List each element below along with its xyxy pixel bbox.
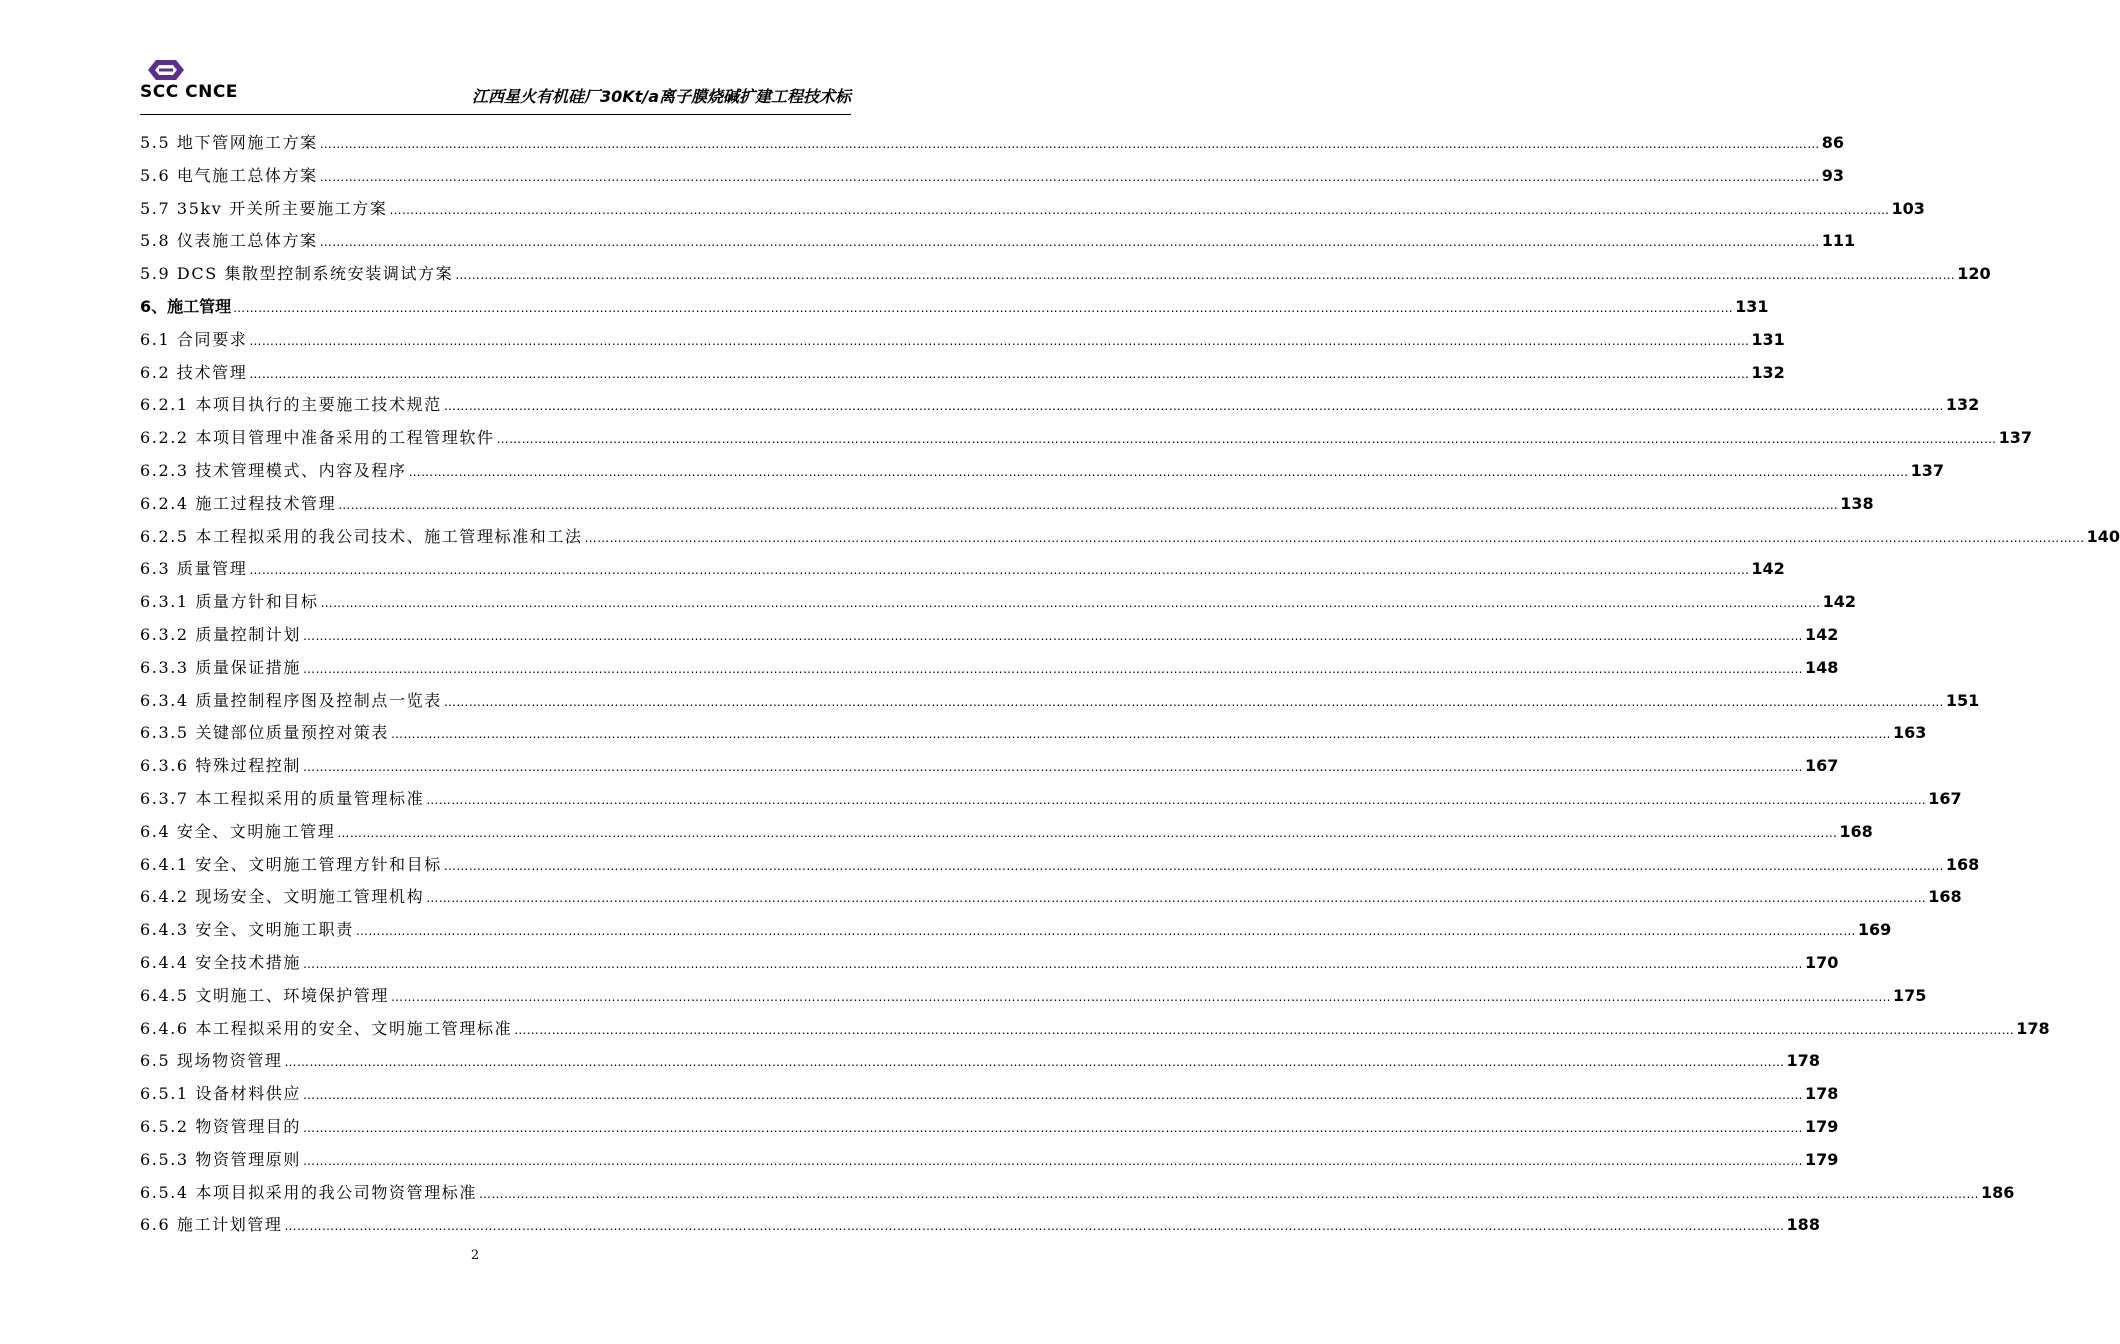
toc-page-number: 93 — [1821, 165, 1844, 185]
toc-page-number: 142 — [1805, 624, 1839, 644]
toc-dot-leader: ……………………………………………………………………………………………………………………………………………………………………………………………………………………………………………………………………………………………………………………………… — [584, 530, 2085, 545]
toc-page-number: 132 — [1945, 395, 1980, 415]
toc-page-number: 167 — [1928, 788, 1962, 808]
toc-entry[interactable] — [140, 1048, 1820, 1081]
toc-page-number: 131 — [1735, 296, 1769, 316]
company-name: SCC CNCE — [140, 82, 238, 102]
toc-entry-title: 6.4.2 现场安全、文明施工管理机构 — [140, 887, 425, 907]
toc-entry-title: 6、施工管理 — [140, 296, 232, 316]
toc-page-number: 86 — [1821, 133, 1844, 152]
toc-entry[interactable] — [140, 392, 1980, 425]
toc-entry-title: 6.4 安全、文明施工管理 — [140, 821, 336, 841]
toc-entry[interactable] — [140, 884, 1962, 917]
toc-entry[interactable] — [140, 360, 1785, 393]
toc-entry[interactable] — [140, 589, 1857, 622]
toc-entry-title: 5.9 DCS 集散型控制系统安装调试方案 — [140, 264, 454, 284]
toc-entry[interactable] — [140, 1180, 2015, 1213]
toc-entry-title: 6.2.4 施工过程技术管理 — [140, 493, 337, 513]
toc-entry[interactable] — [140, 130, 1844, 163]
toc-entry-title: 6.2.1 本项目执行的主要施工技术规范 — [140, 395, 442, 415]
toc-dot-leader: ……………………………………………………………………………………………………………………………………………………………………………………………………………………………………………………………………………………………………………………………… — [249, 563, 1750, 578]
toc-entry[interactable] — [140, 1147, 1839, 1180]
toc-entry-title: 6.4.3 安全、文明施工职责 — [140, 920, 354, 940]
toc-page-number: 178 — [2016, 1018, 2050, 1038]
toc-entry[interactable] — [140, 261, 1991, 294]
toc-entry-title: 5.7 35kv 开关所主要施工方案 — [140, 198, 388, 218]
toc-page-number: 137 — [1998, 428, 2033, 448]
toc-page-number: 188 — [1786, 1215, 1820, 1235]
toc-page-number: 170 — [1805, 952, 1839, 972]
toc-entry-title: 6.3.1 质量方针和目标 — [140, 592, 319, 612]
toc-entry[interactable] — [140, 786, 1962, 819]
toc-page-number: 151 — [1945, 690, 1980, 710]
toc-page-number: 179 — [1805, 1149, 1839, 1169]
toc-dot-leader: ……………………………………………………………………………………………………………………………………………………………………………………………………………………………………………………………………………………………………………………………… — [443, 858, 1944, 873]
toc-entry-title: 6.5.2 物资管理目的 — [140, 1116, 301, 1136]
toc-entry-title: 6.3.3 质量保证措施 — [140, 657, 301, 677]
toc-entry-title: 6.3 质量管理 — [140, 559, 248, 579]
toc-page-number: 178 — [1786, 1051, 1820, 1071]
toc-dot-leader: ……………………………………………………………………………………………………………………………………………………………………………………………………………………………………………………………………………………………………………………………… — [303, 628, 1803, 643]
toc-entry[interactable] — [140, 1114, 1839, 1147]
toc-page-number: 142 — [1822, 592, 1857, 612]
toc-dot-leader: ……………………………………………………………………………………………………………………………………………………………………………………………………………………………………………………………………………………………………………………………… — [319, 235, 1820, 250]
toc-entry-title: 6.4.1 安全、文明施工管理方针和目标 — [140, 854, 442, 874]
toc-page-number: 142 — [1751, 559, 1785, 579]
toc-page-number: 178 — [1805, 1084, 1839, 1104]
toc-entry[interactable] — [140, 917, 1892, 950]
toc-dot-leader: ……………………………………………………………………………………………………………………………………………………………………………………………………………………………………………………………………………………………………………………………… — [391, 727, 1891, 742]
toc-page-number: 168 — [1928, 887, 1962, 907]
toc-dot-leader: ……………………………………………………………………………………………………………………………………………………………………………………………………………………………………………………………………………………………………………………………… — [303, 1120, 1803, 1135]
toc-entry[interactable] — [140, 983, 1927, 1016]
toc-entry[interactable] — [140, 720, 1927, 753]
toc-entry[interactable] — [140, 819, 1873, 852]
toc-entry[interactable] — [140, 655, 1839, 688]
toc-entry[interactable] — [140, 524, 2120, 557]
toc-entry-title: 6.5.1 设备材料供应 — [140, 1084, 301, 1104]
toc-entry-title: 6.4.6 本工程拟采用的安全、文明施工管理标准 — [140, 1018, 513, 1038]
toc-entry[interactable] — [140, 950, 1839, 983]
toc-page-number: 179 — [1805, 1116, 1839, 1136]
toc-entry-title: 6.3.4 质量控制程序图及控制点一览表 — [140, 690, 442, 710]
toc-entry[interactable] — [140, 228, 1856, 261]
toc-entry-title: 6.2 技术管理 — [140, 362, 248, 382]
toc-dot-leader: ……………………………………………………………………………………………………………………………………………………………………………………………………………………………………………………………………………………………………………………………… — [337, 825, 1838, 840]
toc-entry[interactable] — [140, 491, 1874, 524]
toc-entry[interactable] — [140, 852, 1980, 885]
toc-page-number: 167 — [1805, 756, 1839, 776]
toc-page-number: 111 — [1821, 231, 1856, 251]
toc-entry-title: 5.5 地下管网施工方案 — [140, 133, 318, 152]
toc-entry[interactable] — [140, 688, 1980, 721]
toc-entry-title: 6.3.5 关键部位质量预控对策表 — [140, 723, 389, 743]
toc-page-number: 186 — [1981, 1182, 2015, 1202]
toc-page-number: 137 — [1910, 460, 1945, 480]
toc-entry[interactable] — [140, 1212, 1820, 1245]
toc-entry[interactable] — [140, 196, 1925, 229]
toc-dot-leader: ……………………………………………………………………………………………………………………………………………………………………………………………………………………………………………………………………………………………………………………………… — [249, 366, 1750, 381]
toc-entry-title: 6.2.5 本工程拟采用的我公司技术、施工管理标准和工法 — [140, 526, 583, 546]
toc-page-number: 168 — [1945, 854, 1980, 874]
toc-entry[interactable] — [140, 753, 1839, 786]
toc-entry[interactable] — [140, 425, 2033, 458]
page-header — [140, 50, 851, 114]
toc-entry[interactable] — [140, 1081, 1839, 1114]
toc-page-number: 148 — [1805, 657, 1839, 677]
toc-entry-title: 6.5 现场物资管理 — [140, 1051, 283, 1071]
toc-entry-title: 6.5.4 本项目拟采用的我公司物资管理标准 — [140, 1182, 477, 1202]
toc-entry[interactable] — [140, 622, 1839, 655]
toc-entry[interactable] — [140, 556, 1785, 589]
toc-dot-leader: ……………………………………………………………………………………………………………………………………………………………………………………………………………………………………………………………………………………………………………………………… — [233, 300, 1734, 315]
toc-entry-title: 5.6 电气施工总体方案 — [140, 165, 318, 185]
toc-entry[interactable] — [140, 327, 1785, 360]
toc-dot-leader: ……………………………………………………………………………………………………………………………………………………………………………………………………………………………………………………………………………………………………………………………… — [303, 760, 1803, 775]
toc-dot-leader: ……………………………………………………………………………………………………………………………………………………………………………………………………………………………………………………………………………………………………………………………… — [479, 1186, 1979, 1201]
toc-dot-leader: ……………………………………………………………………………………………………………………………………………………………………………………………………………………………………………………………………………………………………………………………… — [284, 1055, 1785, 1070]
toc-dot-leader: ……………………………………………………………………………………………………………………………………………………………………………………………………………………………………………………………………………………………………………………………… — [303, 1153, 1803, 1168]
toc-dot-leader: ……………………………………………………………………………………………………………………………………………………………………………………………………………………………………………………………………………………………………………………………… — [303, 956, 1803, 971]
toc-dot-leader: ……………………………………………………………………………………………………………………………………………………………………………………………………………………………………………………………………………………………………………………………… — [319, 137, 1820, 151]
scc-logo-icon — [146, 58, 186, 82]
toc-dot-leader: ……………………………………………………………………………………………………………………………………………………………………………………………………………………………………………………………………………………………………………………………… — [426, 792, 1927, 807]
toc-dot-leader: ……………………………………………………………………………………………………………………………………………………………………………………………………………………………………………………………………………………………………………………………… — [303, 661, 1803, 676]
toc-entry[interactable] — [140, 458, 1945, 491]
toc-entry-title: 6.5.3 物资管理原则 — [140, 1149, 301, 1169]
toc-dot-leader: ……………………………………………………………………………………………………………………………………………………………………………………………………………………………………………………………………………………………………………………………… — [455, 268, 1956, 283]
toc-entry-title: 6.1 合同要求 — [140, 329, 248, 349]
toc-entry[interactable] — [140, 1016, 2050, 1049]
toc-dot-leader: ……………………………………………………………………………………………………………………………………………………………………………………………………………………………………………………………………………………………………………………………… — [408, 464, 1909, 479]
toc-dot-leader: ……………………………………………………………………………………………………………………………………………………………………………………………………………………………………………………………………………………………………………………………… — [319, 169, 1820, 184]
toc-dot-leader: ……………………………………………………………………………………………………………………………………………………………………………………………………………………………………………………………………………………………………………………………… — [443, 399, 1944, 414]
toc-entry-title: 6.4.4 安全技术措施 — [140, 952, 301, 972]
toc-dot-leader: ……………………………………………………………………………………………………………………………………………………………………………………………………………………………………………………………………………………………………………………………… — [249, 333, 1750, 348]
toc-page-number: 163 — [1893, 723, 1927, 743]
toc-entry-title: 6.2.3 技术管理模式、内容及程序 — [140, 460, 407, 480]
toc-dot-leader: ……………………………………………………………………………………………………………………………………………………………………………………………………………………………………………………………………………………………………………………………… — [338, 497, 1839, 512]
toc-dot-leader: ……………………………………………………………………………………………………………………………………………………………………………………………………………………………………………………………………………………………………………………………… — [426, 891, 1927, 906]
document-title: 江西星火有机硅厂30Kt/a离子膜烧碱扩建工程技术标 — [472, 87, 851, 106]
table-of-contents — [140, 130, 2120, 1245]
toc-entry-title: 6.6 施工计划管理 — [140, 1215, 283, 1235]
toc-page-number: 140 — [2086, 526, 2120, 546]
toc-page-number: 120 — [1957, 264, 1991, 284]
toc-entry-title: 5.8 仪表施工总体方案 — [140, 231, 318, 251]
toc-entry-title: 6.3.7 本工程拟采用的质量管理标准 — [140, 788, 425, 808]
toc-entry-title: 6.2.2 本项目管理中准备采用的工程管理软件 — [140, 428, 495, 448]
toc-dot-leader: ……………………………………………………………………………………………………………………………………………………………………………………………………………………………………………………………………………………………………………………………… — [443, 694, 1944, 709]
toc-entry-title: 6.3.6 特殊过程控制 — [140, 756, 301, 776]
toc-entry[interactable] — [140, 294, 1769, 327]
toc-entry-title: 6.3.2 质量控制计划 — [140, 624, 301, 644]
toc-dot-leader: ……………………………………………………………………………………………………………………………………………………………………………………………………………………………………………………………………………………………………………………………… — [355, 924, 1856, 939]
toc-entry-title: 6.4.5 文明施工、环境保护管理 — [140, 985, 389, 1005]
toc-entry[interactable] — [140, 163, 1844, 196]
header-divider — [140, 114, 851, 115]
toc-dot-leader: ……………………………………………………………………………………………………………………………………………………………………………………………………………………………………………………………………………………………………………………………… — [391, 989, 1891, 1004]
toc-dot-leader: ……………………………………………………………………………………………………………………………………………………………………………………………………………………………………………………………………………………………………………………………… — [303, 1088, 1803, 1103]
toc-page-number: 103 — [1891, 198, 1925, 218]
page-number: 2 — [470, 1248, 480, 1263]
toc-dot-leader: ……………………………………………………………………………………………………………………………………………………………………………………………………………………………………………………………………………………………………………………………… — [284, 1219, 1785, 1234]
toc-page-number: 175 — [1893, 985, 1927, 1005]
toc-page-number: 132 — [1751, 362, 1785, 382]
toc-page-number: 138 — [1840, 493, 1874, 513]
toc-page-number: 169 — [1857, 920, 1892, 940]
toc-dot-leader: ……………………………………………………………………………………………………………………………………………………………………………………………………………………………………………………………………………………………………………………………… — [389, 202, 1890, 217]
toc-dot-leader: ……………………………………………………………………………………………………………………………………………………………………………………………………………………………………………………………………………………………………………………………… — [320, 596, 1821, 611]
toc-dot-leader: ……………………………………………………………………………………………………………………………………………………………………………………………………………………………………………………………………………………………………………………………… — [496, 432, 1997, 447]
toc-page-number: 168 — [1839, 821, 1873, 841]
toc-dot-leader: ……………………………………………………………………………………………………………………………………………………………………………………………………………………………………………………………………………………………………………………………… — [514, 1022, 2015, 1037]
toc-page-number: 131 — [1751, 329, 1785, 349]
